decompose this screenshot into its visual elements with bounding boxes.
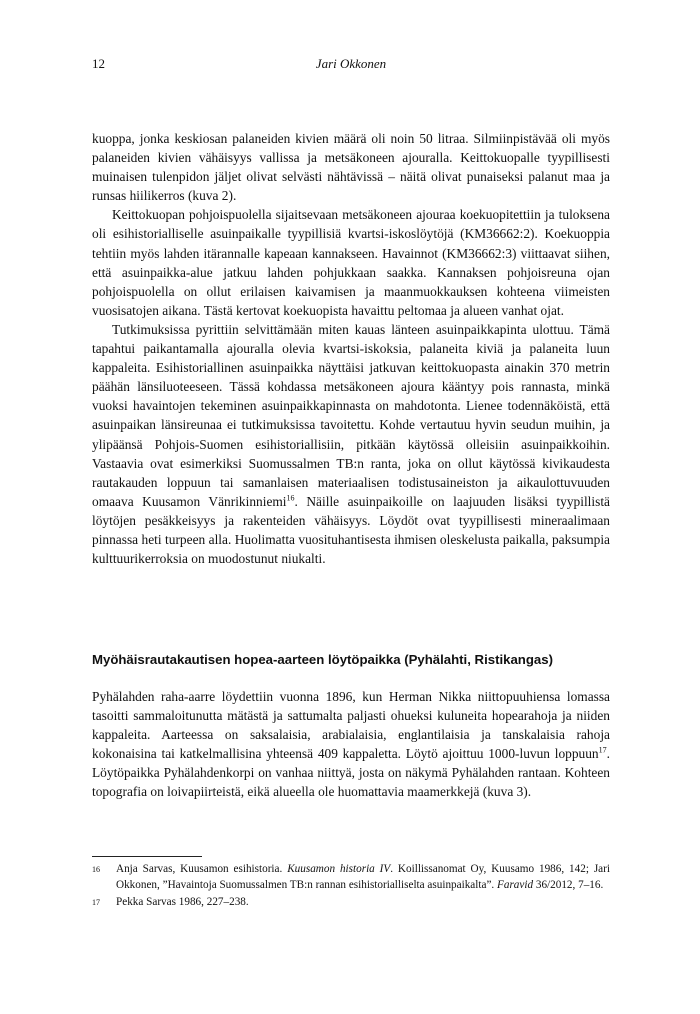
section-heading: Myöhäisrautakautisen hopea-aarteen löytöpaikka (Pyhälahti, Ristikangas)	[92, 652, 553, 667]
paragraph-3	[92, 320, 610, 568]
footnote-number: 16	[92, 865, 100, 874]
running-head: Jari Okkonen	[315, 56, 387, 71]
paragraph-3-part-a: Tutkimuksissa pyrittiin selvittämään miten kauas länteen asuinpaikkapinta ulottuu. Tämä tapahtui paikantamalla ajouralla olevia kvartsi-iskoksia, palaneita kiviä ja palaneita luun kappaleita. Esihistoriallinen asuinpaikka näyttäisi jatkuvan keittokuopasta ainakin 370 metrin päähän länsiluoteeseen. Tässä kohdassa metsäkoneen ajoura kääntyy pois rannasta, minkä vuoksi havaintojen tekeminen asuinpaikkapinnasta on mahdotonta. Lienee todennäköistä, että asuinpaikan länsireunaa ei tutkimuksissa tavoitettu. Kohde vertautuu hyvin seudun muihin, ja ylipäänsä Pohjois-Suomen esihistoriallisiin, pitkään käytössä olleisiin asuinpaikkoihin. Vastaavia ovat esimerkiksi Suomussalmen TB:n ranta, joka on ollut käytössä kivikaudesta rautakauden loppuun tai samanlaisen materiaalisen todistusaineiston ja aikaulottuvuuden omaava Kuusamon Vänrikinniemi	[92, 321, 610, 509]
footnote-book-title: Kuusamon historia IV	[287, 863, 391, 875]
footnote-ref-16[interactable]: 16	[286, 493, 295, 503]
footnote-number: 17	[92, 898, 100, 908]
footnote-journal-title: Faravid	[497, 878, 534, 891]
footnote-17	[92, 895, 610, 911]
paragraph-3-part-b: . Näille asuinpaikoille on laajuuden lisäksi tyypillistä löytöjen pesäkkeisyys ja rakenteiden vähäisyys. Löydöt ovat tyypillisesti mineraalimaan pinnassa heti turpeen alla. Huolimatta vuosituhantisesta ihmisen oleskelusta paikalla, paksumpia kulttuurikerroksia on muodostunut niukalti.	[92, 493, 610, 567]
section-paragraph-1	[92, 687, 610, 802]
section-paragraph-part-a: Pyhälahden raha-aarre löydettiin vuonna 1896, kun Herman Nikka niittopuuhiensa lomassa tasoitti sammaloitunutta mätästä ja sattumalta paljasti ohueksi kuluneita hopearahoja ja niiden kappaleita. Aarteessa on saksalaisia, arabialaisia, englantilaisia ja tanskalaisia rahoja kokonaisina tai katkelmallisina yhteensä 409 kappaletta. Löytö ajoittuu 1000-luvun loppuun	[92, 689, 610, 762]
footnote-divider	[92, 856, 202, 857]
footnote-text: Anja Sarvas, Kuusamon esihistoria.	[116, 863, 288, 875]
page-header	[92, 56, 610, 74]
footnote-text: 36/2012, 7–16.	[533, 878, 604, 891]
footnote-16	[92, 862, 610, 893]
section-paragraph-part-b: . Löytöpaikka Pyhälahdenkorpi on vanhaa niittyä, josta on näkymä Pyhälahden rantaan. Kohteen topografia on loivapiirteistä, eikä alueella ole huomattavia maamerkkejä (kuva 3).	[92, 746, 610, 800]
footnotes	[92, 862, 610, 913]
footnote-text: . Koillissanomat Oy, Kuusamo 1986, 142; Jari Okkonen, ”Havaintoja Suomussalmen TB:n rannan esihistorialliselta asuinpaikalta”.	[116, 863, 610, 891]
section-text	[92, 687, 610, 802]
footnote-text: Pekka Sarvas 1986, 227–238.	[116, 896, 249, 909]
footnote-ref-17[interactable]: 17	[598, 745, 607, 755]
paragraph-1: kuoppa, jonka keskiosan palaneiden kivien määrä oli noin 50 litraa. Silmiinpistävää oli myös palaneiden kivien vähäisyys vallissa ja metsäkoneen ajouralla. Keittokuopalle tyypillisesti muinaisen tulenpidon jäljet olivat selvästi nähtävissä – näitä olivat punaiseksi palanut maa ja runsas hiilikerros (kuva 2).	[92, 131, 610, 204]
body-text	[92, 129, 610, 568]
page-number: 12	[92, 56, 105, 71]
paragraph-2: Keittokuopan pohjoispuolella sijaitsevaan metsäkoneen ajouraa koekuopitettiin ja tuloksena oli esihistorialliselle asuinpaikalle tyypillisiä kvartsi-iskoslöytöjä (KM36662:2). Koekuoppia tehtiin myös lahden itärannalle kapeaan kannakseen. Havainnot (KM36662:3) viittaavat siihen, että asuinpaikka-alue jatkuu lahden pohjukkaan saakka. Kannaksen pohjoisreuna ojan pohjoispuolella on ollut erilaisen kaivamisen ja maanmuokkauksen kohteena viimeisten vuosisatojen aikana. Tästä kertovat koekuopista havaittu peltomaa ja alueen vanhat ojat.	[92, 207, 610, 318]
